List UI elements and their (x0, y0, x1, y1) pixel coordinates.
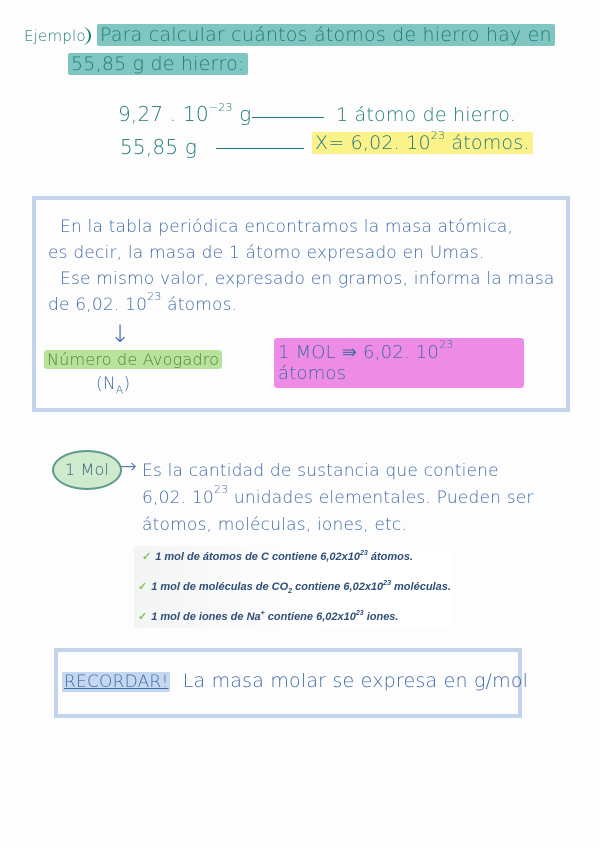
reminder-text: La masa molar se expresa en g/mol (182, 670, 529, 692)
avogadro-p4-exp: 23 (147, 290, 162, 303)
example-1-pre: 1 mol de átomos de C contiene 6,02x10 (155, 551, 361, 563)
ratio-r1-base: 9,27 . 10 (118, 102, 209, 126)
avogadro-p4-post: átomos. (167, 295, 238, 315)
avogadro-label-wrap (44, 350, 222, 369)
example-tag: Ejemplo (24, 27, 91, 45)
ratio-r2-pre: X= 6,02. 10 (315, 132, 431, 154)
example-header (24, 22, 555, 49)
avogadro-p3: Ese mismo valor, expresado en gramos, informa la masa (60, 269, 555, 289)
mol-def-l2-pre: 6,02. 10 (142, 488, 214, 508)
mol-pre: 1 MOL ⇛ 6,02. 10 (278, 342, 440, 363)
mol-def-l2-post: unidades elementales. Pueden ser (233, 488, 534, 508)
ratio-r1-unit: g (239, 102, 252, 126)
na-letter: N (102, 374, 116, 394)
example-2-post: moléculas. (390, 581, 451, 593)
ratio-line-1 (252, 117, 324, 118)
example-line1: Para calcular cuántos átomos de hierro hay en (97, 24, 555, 46)
check-icon: ✓ (142, 551, 152, 563)
example-item-2 (138, 580, 451, 596)
avogadro-paragraph (48, 214, 563, 318)
example-2-pre: 1 mol de moléculas de CO (151, 581, 289, 593)
na-subscript: A (115, 383, 124, 397)
example-3-sup: + (260, 610, 265, 617)
ratio-r1-exp: −23 (208, 101, 233, 114)
down-arrow-icon: ↓ (110, 320, 131, 348)
avogadro-label: Número de Avogadro (44, 350, 222, 369)
mol-def-l3: átomos, moléculas, iones, etc. (142, 515, 408, 535)
ratio-line-2 (216, 148, 304, 149)
ratio-r2-post: átomos. (451, 132, 530, 154)
example-3-mid: contiene 6,02x10 (264, 611, 356, 623)
example-line2-wrap (68, 52, 248, 76)
example-2-sub: 2 (288, 588, 293, 596)
example-2-mid: contiene 6,02x10 (292, 581, 384, 593)
example-3-pre: 1 mol de iones de Na (151, 611, 261, 623)
mol-equivalence-wrap (274, 338, 524, 388)
check-icon: ✓ (138, 611, 148, 623)
avogadro-p4-pre: de 6,02. 10 (48, 295, 148, 315)
reminder-label: RECORDAR! (64, 672, 169, 692)
right-arrow-icon: → (120, 454, 137, 478)
example-line2: 55,85 g de hierro: (68, 53, 248, 75)
mol-def-l1: Es la cantidad de sustancia que contiene (142, 461, 499, 481)
mol-def-l2-exp: 23 (213, 483, 229, 496)
example-3-exp: 23 (355, 610, 364, 617)
mol-oval: 1 Mol (52, 450, 122, 490)
example-item-1 (142, 550, 413, 563)
ratio-r1-right: 1 átomo de hierro. (336, 104, 516, 126)
ratio-row-1-left (118, 102, 251, 126)
example-1-post: átomos. (367, 551, 414, 563)
mol-def-l2 (142, 485, 582, 512)
ratio-row-2-left (120, 135, 197, 159)
example-item-3 (138, 610, 398, 623)
example-2-exp: 23 (383, 580, 391, 587)
avogadro-p2: es decir, la masa de 1 átomo expresado en Umas. (48, 243, 485, 263)
ratio-row-2-right (312, 129, 533, 154)
mol-post: átomos (278, 363, 347, 384)
ratio-r2-left: 55,85 g (120, 135, 198, 159)
example-3-post: iones. (363, 611, 399, 623)
mol-exp: 23 (439, 338, 454, 351)
example-1-exp: 23 (360, 550, 368, 557)
ratio-row-1-right (336, 104, 516, 126)
mol-definition (142, 458, 582, 539)
mol-equivalence (274, 338, 524, 388)
ratio-r2-exp: 23 (430, 129, 446, 142)
reminder-content (62, 670, 528, 692)
avogadro-p1: En la tabla periódica encontramos la masa atómica, (60, 217, 514, 237)
check-icon: ✓ (138, 581, 148, 593)
ratio-result (312, 129, 533, 154)
avogadro-p4 (48, 292, 563, 318)
na-symbol: $(N_A)$ (96, 374, 131, 397)
